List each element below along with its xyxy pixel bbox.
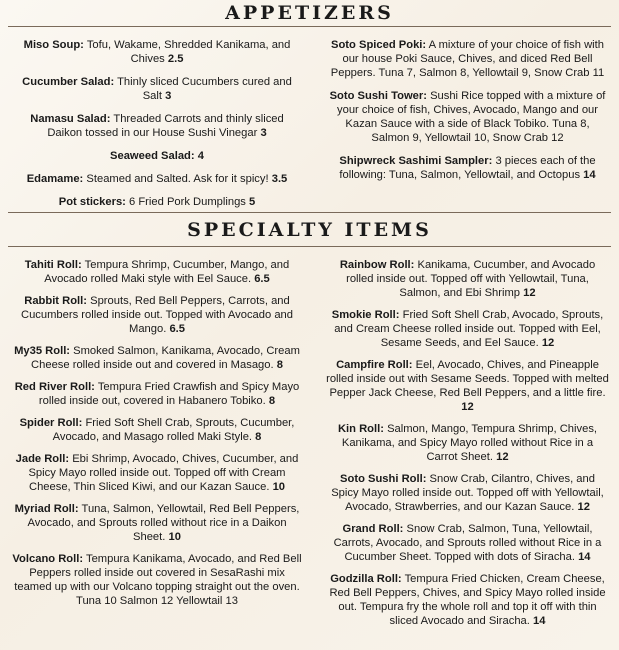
menu-item-name: Grand Roll: [342, 523, 404, 535]
menu-item-description: A mixture of your choice of fish with our house Poki Sauce, Chives, and diced Red Bell Peppers. Tuna 7, Salmon 8, Yellowtail 9, Snow Crab 11 [330, 39, 605, 79]
appetizers-right-column [325, 38, 610, 191]
menu-item-price: 10 [272, 481, 286, 493]
menu-item-name: Rabbit Roll: [24, 295, 88, 307]
menu-item [325, 358, 610, 414]
menu-item-name: Rainbow Roll: [339, 259, 415, 271]
menu-item [12, 258, 302, 286]
menu-item [325, 522, 610, 564]
specialty-left-column [12, 258, 302, 616]
menu-item-name: Spider Roll: [19, 417, 83, 429]
menu-item-price: 12 [496, 451, 509, 463]
menu-item-price: 5 [249, 196, 256, 208]
menu-item-description: Tempura Fried Crawfish and Spicy Mayo rolled inside out, covered in Habanero Tobiko. [38, 381, 300, 407]
menu-item-name: Namasu Salad: [30, 113, 111, 125]
menu-item [325, 308, 610, 350]
menu-item [12, 38, 302, 66]
appetizers-left-column [12, 38, 302, 218]
menu-item-name: Shipwreck Sashimi Sampler: [339, 155, 493, 167]
menu-item-name: Edamame: [26, 173, 84, 185]
menu-item-name: Seaweed Salad: [110, 150, 195, 162]
menu-item [325, 422, 610, 464]
menu-item-description: Kanikama, Cucumber, and Avocado rolled inside out. Topped off with Yellowtail, Tuna, Salmon, and Ebi Shrimp [346, 259, 596, 299]
menu-item-price: 6.5 [254, 273, 270, 285]
menu-item-price: 8 [255, 431, 262, 443]
menu-item [12, 149, 302, 163]
menu-item [12, 112, 302, 140]
menu-item-description: Thinly sliced Cucumbers cured and Salt [117, 76, 292, 102]
menu-item-description: Snow Crab, Cilantro, Chives, and Spicy Mayo rolled inside out. Topped off with Yellowtail, Avocado, Strawberries, and our Kazan Sauce. [331, 473, 604, 513]
menu-item [325, 472, 610, 514]
menu-item-description: Fried Soft Shell Crab, Avocado, Sprouts, and Cream Cheese rolled inside out. Topped with Eel, Sesame Seeds, and Eel Sauce. [334, 309, 604, 349]
menu-item-description: Tempura Fried Chicken, Cream Cheese, Red Bell Peppers, Chives, and Spicy Mayo rolled inside out. Tempura fry the whole roll and top it off with thin sliced Avocado and Siracha. [329, 573, 606, 627]
menu-item [12, 75, 302, 103]
menu-item-price: 10 [168, 531, 181, 543]
menu-item-description: Fried Soft Shell Crab, Sprouts, Cucumber, Avocado, and Masago rolled Maki Style. [52, 417, 295, 443]
menu-item [12, 416, 302, 444]
menu-item-price: 12 [523, 287, 536, 299]
menu-item-name: Soto Sushi Roll: [340, 473, 427, 485]
menu-item [12, 380, 302, 408]
menu-item-name: Miso Soup: [23, 39, 84, 51]
menu-item-name: Kin Roll: [337, 423, 384, 435]
menu-item-description: Eel, Avocado, Chives, and Pineapple rolled inside out with Sesame Seeds. Topped with melted Pepper Jack Cheese, Red Bell Peppers, and a little fire. [326, 359, 609, 399]
menu-item-name: Myriad Roll: [14, 503, 79, 515]
menu-item [12, 172, 302, 186]
menu-item-description: Tofu, Wakame, Shredded Kanikama, and Chives [86, 39, 291, 65]
menu-item [12, 452, 302, 494]
menu-item [12, 195, 302, 209]
menu-item-price: 8 [276, 359, 283, 371]
menu-item-description: Smoked Salmon, Kanikama, Avocado, Cream Cheese rolled inside out and covered in Masago. [31, 345, 300, 371]
menu-item-name: Volcano Roll: [12, 553, 84, 565]
menu-item-description: 6 Fried Pork Dumplings [129, 196, 246, 208]
menu-item [325, 38, 610, 80]
menu-item-price: 14 [583, 169, 596, 181]
menu-item-price: 12 [541, 337, 555, 349]
menu-item-name: My35 Roll: [14, 345, 71, 357]
menu-item [12, 344, 302, 372]
specialty-top-rule [8, 212, 611, 213]
menu-item-description: Snow Crab, Salmon, Tuna, Yellowtail, Carrots, Avocado, and Sprouts rolled without Rice in a Cucumber Sheet. Topped with dots of Siracha. [333, 523, 602, 563]
specialty-rule [8, 246, 611, 247]
menu-item-name: Godzilla Roll: [330, 573, 402, 585]
menu-item-name: Jade Roll: [15, 453, 70, 465]
menu-item-name: Red River Roll: [14, 381, 95, 393]
menu-item [325, 89, 610, 145]
menu-item-description: Ebi Shrimp, Avocado, Chives, Cucumber, and Spicy Mayo rolled inside out. Topped off with Cream Cheese, Thin Sliced Kiwi, and our Kazan Sauce. [28, 453, 299, 493]
menu-item [12, 552, 302, 608]
menu-item-description: Tempura Shrimp, Cucumber, Mango, and Avocado rolled Maki style with Eel Sauce. [44, 259, 290, 285]
menu-item-name: Smokie Roll: [331, 309, 400, 321]
menu-item [12, 294, 302, 336]
menu-item [325, 572, 610, 628]
menu-item-price: 6.5 [169, 323, 185, 335]
menu-item-name: Pot stickers: [58, 196, 126, 208]
appetizers-rule [8, 26, 611, 27]
menu-item-name: Campfire Roll: [336, 359, 413, 371]
menu-item-description: Tempura Kanikama, Avocado, and Red Bell Peppers rolled inside out covered in SesaRashi mix teamed up with our Volcano topping straight out the oven. Tuna 10 Salmon 12 Yellowtail 13 [14, 553, 302, 607]
menu-item-price: 12 [461, 401, 474, 413]
menu-item [325, 154, 610, 182]
menu-item-price: 4 [197, 150, 204, 162]
menu-item-name: Cucumber Salad: [22, 76, 115, 88]
menu-item-price: 12 [577, 501, 590, 513]
menu-item-price: 14 [578, 551, 591, 563]
menu-item-description: Sprouts, Red Bell Peppers, Carrots, and Cucumbers rolled inside out. Topped with Avocado and Mango. [21, 295, 293, 335]
menu-item [12, 502, 302, 544]
menu-item-name: Soto Sushi Tower: [329, 90, 427, 102]
menu-item-price: 14 [533, 615, 546, 627]
menu-item-name: Soto Spiced Poki: [331, 39, 427, 51]
menu-item-description: Steamed and Salted. Ask for it spicy! [86, 173, 269, 185]
menu-item-price: 3 [165, 90, 172, 102]
appetizers-heading: APPETIZERS [225, 2, 394, 24]
menu-item [325, 258, 610, 300]
menu-item-price: 2.5 [167, 53, 184, 65]
menu-item-price: 3.5 [271, 173, 288, 185]
menu-item-price: 3 [260, 127, 267, 139]
specialty-heading: SPECIALTY ITEMS [187, 219, 432, 241]
menu-item-description: Tuna, Salmon, Yellowtail, Red Bell Peppers, Avocado, and Sprouts rolled without rice in a Daikon Sheet. [27, 503, 300, 543]
menu-item-description: Sushi Rice topped with a mixture of your choice of fish, Chives, Avocado, Mango and our Kazan Sauce with a side of Black Tobiko. Tuna 8, Salmon 9, Yellowtail 10, Snow Crab 12 [337, 90, 606, 144]
menu-item-description: Threaded Carrots and thinly sliced Daikon tossed in our House Sushi Vinegar [47, 113, 284, 139]
specialty-right-column [325, 258, 610, 636]
menu-item-name: Tahiti Roll: [24, 259, 82, 271]
menu-item-description: Salmon, Mango, Tempura Shrimp, Chives, Kanikama, and Spicy Mayo rolled without Rice in a Carrot Sheet. [341, 423, 598, 463]
menu-item-price: 8 [268, 395, 276, 407]
menu-item-description: 3 pieces each of the following: Tuna, Salmon, Yellowtail, and Octopus [339, 155, 596, 181]
